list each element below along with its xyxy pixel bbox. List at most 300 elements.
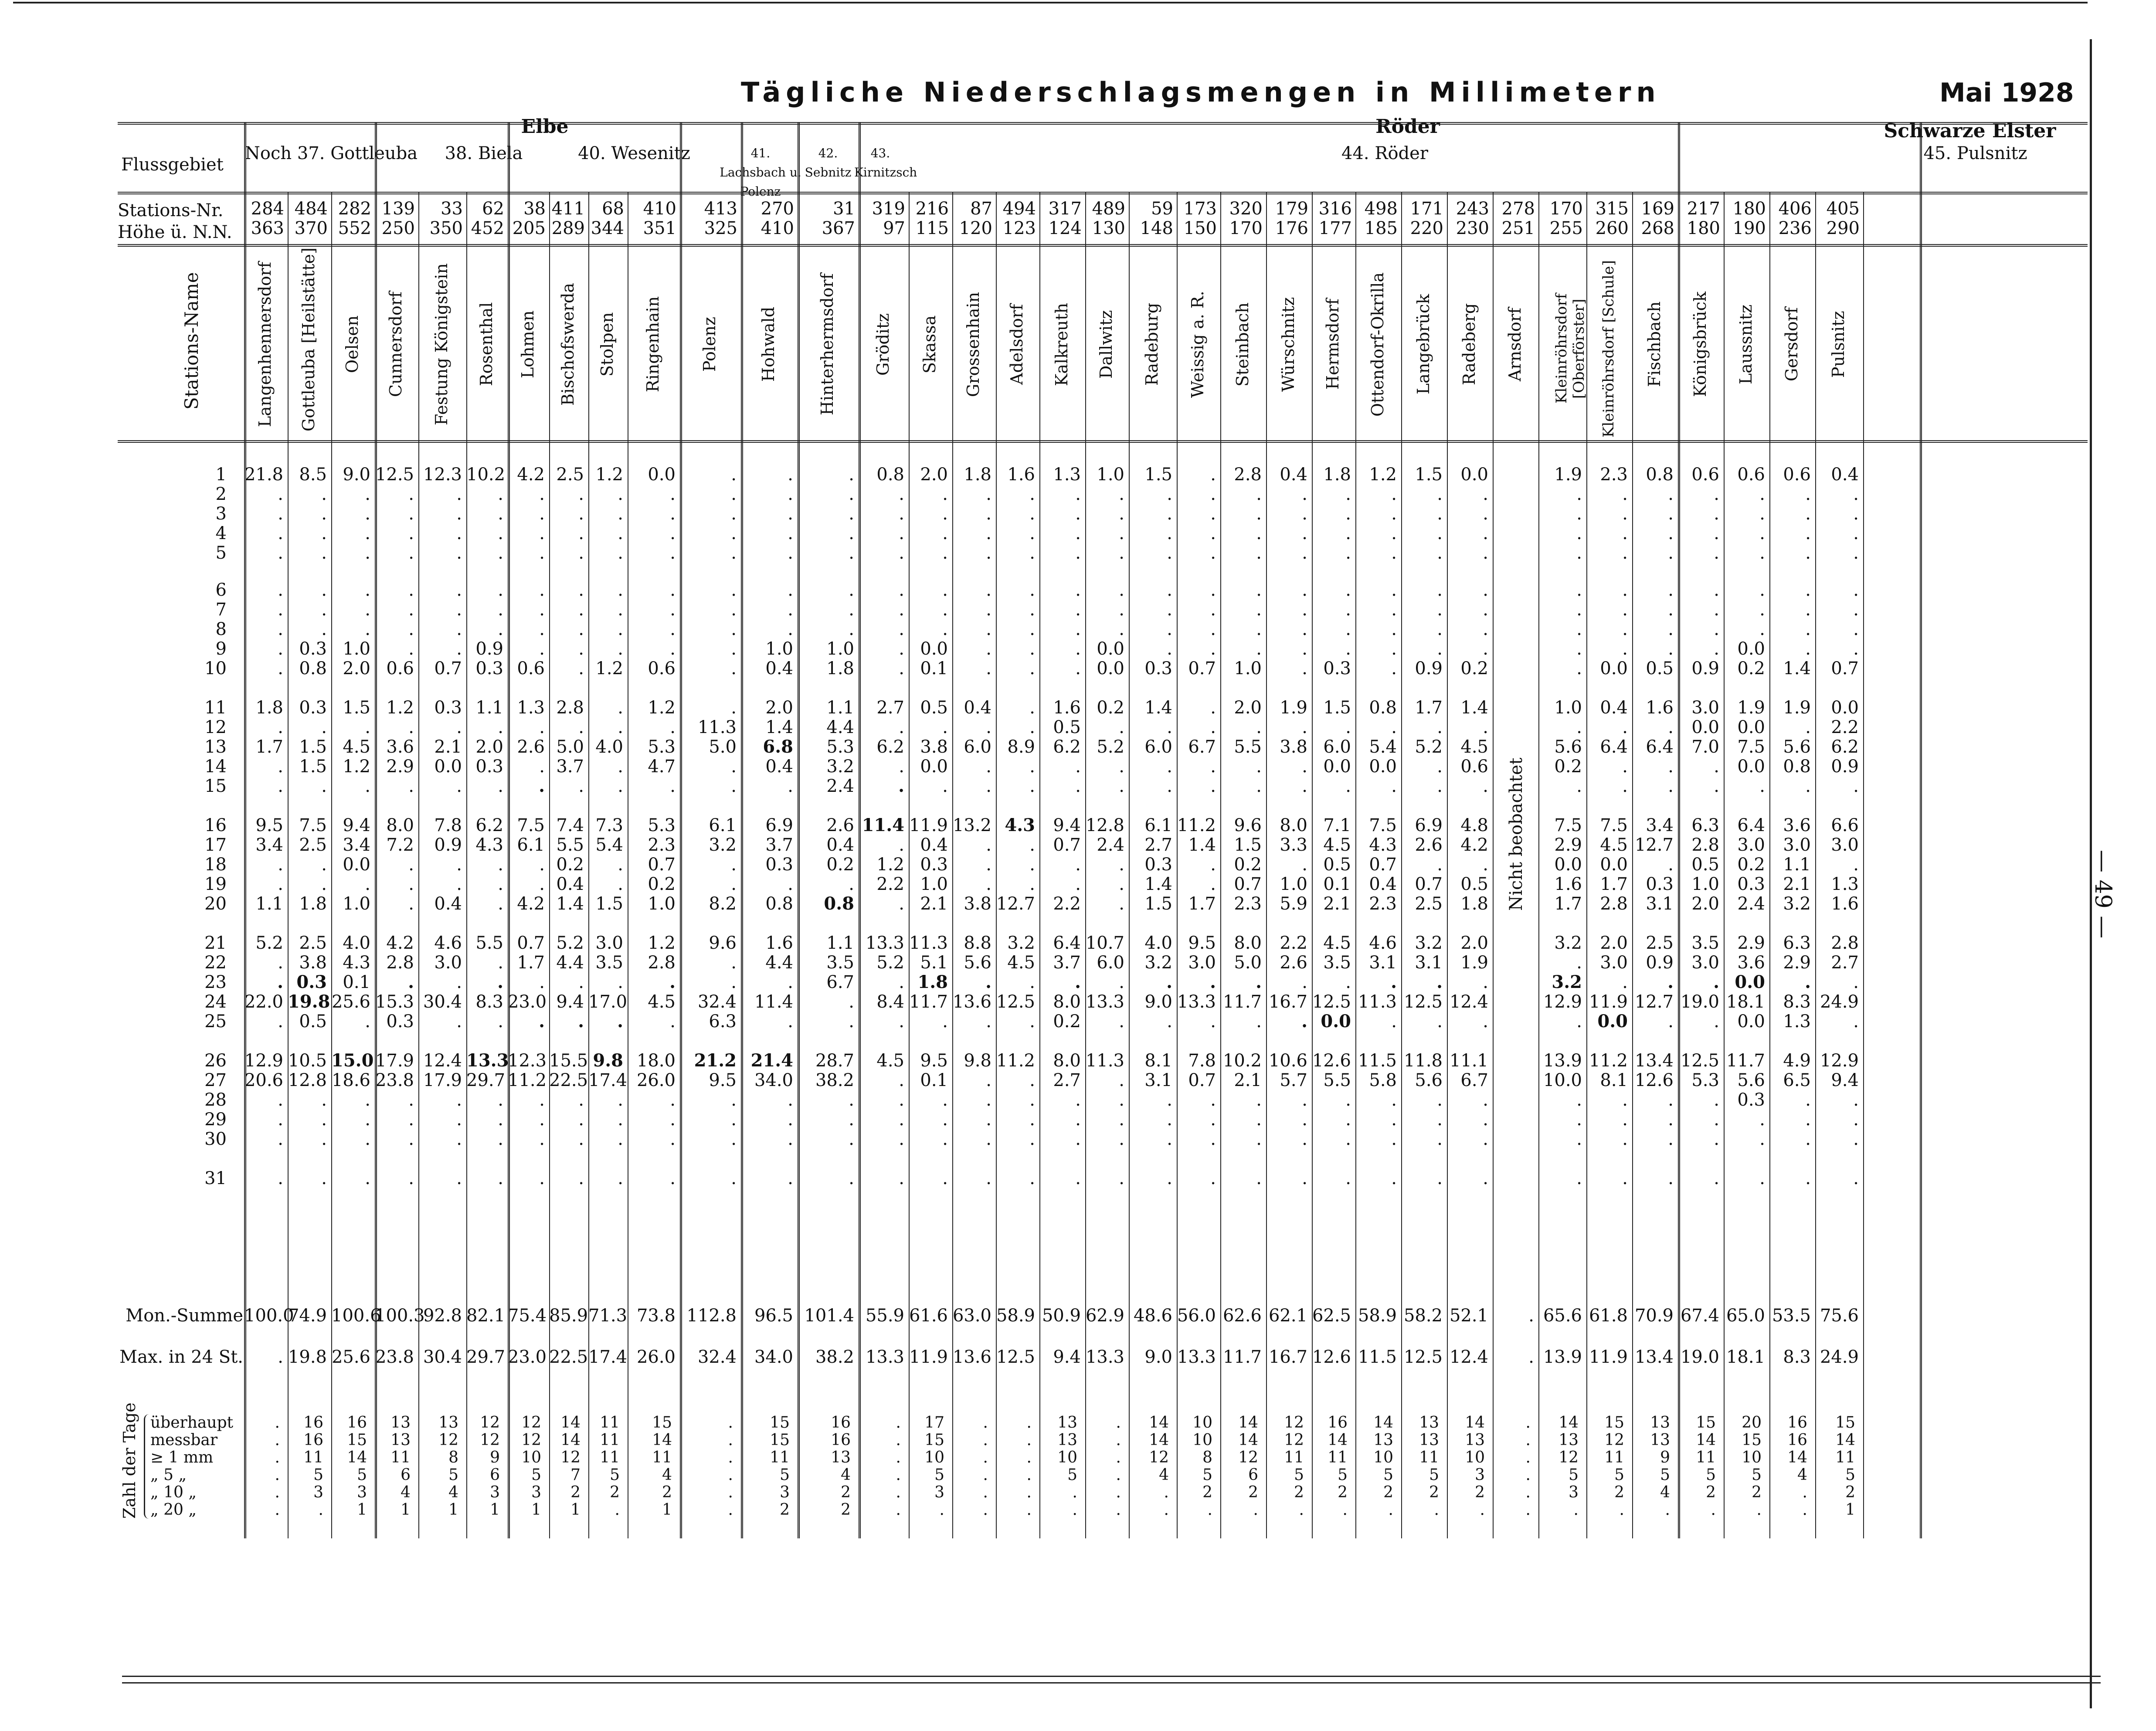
day-number: 31 [204,1168,227,1188]
daily-value: 21.8 [244,465,283,485]
tage-value: . [615,1501,620,1519]
daily-value: . [1391,972,1397,992]
daily-value: 1.7 [1600,874,1628,894]
daily-value: 3.5 [1691,933,1719,953]
daily-value: . [1853,580,1859,600]
page-number: — 49 — [2090,850,2116,939]
daily-value: 1.0 [1691,874,1719,894]
tage-value: 5 [357,1466,367,1484]
station-name: Hermsdorf [1323,299,1342,390]
daily-value: . [1256,484,1262,504]
daily-value: 3.2 [1144,953,1172,973]
mon-summe-value: 61.6 [909,1306,948,1326]
daily-value: 0.4 [1280,465,1307,485]
daily-value: 2.5 [1646,933,1674,953]
daily-value: 5.8 [1369,1070,1397,1090]
daily-value: . [670,580,676,600]
daily-value: . [578,1090,584,1110]
daily-value: . [1437,523,1443,543]
daily-value: . [1029,757,1035,777]
tage-value: . [939,1501,944,1519]
station-nr: 484 [294,199,328,219]
daily-value: 0.5 [1691,855,1719,875]
bottom-border [122,1676,2101,1677]
daily-value: . [1437,757,1443,777]
daily-value: . [1210,776,1216,796]
daily-value: 2.0 [920,465,948,485]
daily-value: . [1391,1090,1397,1110]
tage-value: 14 [1238,1431,1258,1449]
daily-value: . [1029,855,1035,875]
daily-value: . [1805,972,1811,992]
mon-summe-value: 112.8 [686,1306,737,1326]
station-nr: 413 [704,199,737,219]
daily-value: . [1391,600,1397,620]
daily-value: . [731,465,737,485]
daily-value: 0.9 [1415,658,1443,679]
daily-value: 1.6 [1007,465,1035,485]
daily-value: . [1483,776,1488,796]
station-name: Langebrück [1413,294,1433,395]
daily-value: . [365,717,370,737]
tage-value: 16 [303,1431,323,1449]
daily-value: . [1210,484,1216,504]
tage-value: . [1253,1501,1258,1519]
station-nr: 173 [1183,199,1217,219]
tage-value: 5 [610,1466,620,1484]
daily-value: . [670,1011,676,1032]
daily-value: 4.0 [343,933,370,953]
daily-value: 8.5 [299,465,327,485]
daily-value: . [365,600,370,620]
max24-value: 16.7 [1268,1347,1307,1367]
daily-value: 12.5 [996,992,1035,1012]
station-name: Laussnitz [1736,304,1755,384]
daily-value: . [788,484,793,504]
daily-value: . [942,1011,948,1032]
daily-value: 12.8 [288,1070,327,1090]
daily-value: . [1759,600,1765,620]
station-hoehe: 97 [883,218,905,238]
daily-value: . [1167,484,1172,504]
daily-value: . [899,717,904,737]
daily-value: 1.2 [1369,465,1397,485]
mon-summe-value: 63.0 [952,1306,991,1326]
daily-value: . [1210,639,1216,659]
station-name: Langenhennersdorf [255,261,275,427]
daily-value: . [456,600,462,620]
day-number: 24 [204,992,227,1012]
daily-value: . [365,1090,370,1110]
daily-value: . [278,639,283,659]
daily-value: . [1302,1090,1307,1110]
tage-value: . [1207,1501,1212,1519]
daily-value: . [942,1168,948,1188]
daily-value: 4.4 [765,953,793,973]
day-number: 8 [215,619,227,639]
daily-value: 0.9 [434,835,462,855]
station-hoehe: 370 [294,218,328,238]
daily-value: 7.5 [1737,737,1765,757]
daily-value: 1.9 [1783,698,1811,718]
station-hoehe: 180 [1687,218,1720,238]
daily-value: 9.8 [593,1050,623,1071]
daily-value: 3.1 [1369,953,1397,973]
daily-value: . [788,874,793,894]
daily-value: 6.2 [1831,737,1859,757]
daily-value: 11.7 [909,992,948,1012]
tage-value: . [896,1466,901,1484]
station-name: Bischofswerda [558,283,577,406]
daily-value: 0.9 [1691,658,1719,679]
daily-value: 0.5 [1646,658,1674,679]
day-number: 19 [204,874,227,894]
daily-value: 1.2 [876,855,904,875]
daily-value: . [1805,1168,1811,1188]
daily-value: . [1075,600,1081,620]
daily-value: 1.3 [1783,1011,1811,1032]
tage-value: 15 [1835,1414,1855,1432]
tage-value: 4 [1159,1466,1169,1484]
daily-value: 2.7 [1831,953,1859,973]
tage-value: 14 [1558,1414,1579,1432]
daily-value: . [578,1011,584,1032]
day-number: 14 [204,757,227,777]
tage-value: 10 [1465,1449,1485,1466]
daily-value: . [1302,600,1307,620]
daily-value: 0.9 [475,639,503,659]
tage-value: 14 [652,1431,672,1449]
daily-value: 5.2 [1415,737,1443,757]
tage-value: 3 [357,1483,367,1501]
daily-value: . [578,658,584,679]
nicht-beobachtet: Nicht beobachtet [1506,757,1526,911]
daily-value: 4.5 [1007,953,1035,973]
daily-value: . [985,972,991,992]
daily-value: . [278,543,283,563]
daily-value: 0.0 [1737,639,1765,659]
daily-value: 0.5 [299,1011,327,1032]
daily-value: 1.8 [826,658,854,679]
tage-value: 13 [1373,1431,1393,1449]
mon-summe-value: 48.6 [1133,1306,1172,1326]
daily-value: . [986,619,991,639]
station-hoehe: 367 [822,218,855,238]
daily-value: . [1119,600,1124,620]
station-hoehe: 325 [704,218,737,238]
daily-value: . [1119,972,1124,992]
daily-value: . [1437,619,1443,639]
header-rule [118,192,2088,194]
daily-value: . [1805,619,1811,639]
daily-value: . [618,698,623,718]
daily-value: 2.1 [434,737,462,757]
daily-value: 4.7 [648,757,676,777]
daily-value: . [1167,523,1172,543]
daily-value: 1.9 [1554,465,1582,485]
daily-value: 5.0 [1234,953,1262,973]
daily-value: . [788,600,793,620]
station-hoehe: 260 [1595,218,1629,238]
day-number: 9 [215,639,227,659]
daily-value: 1.7 [1554,894,1582,914]
daily-value: . [1256,757,1262,777]
daily-value: . [1029,543,1035,563]
daily-value: . [618,484,623,504]
daily-value: . [1075,580,1081,600]
daily-value: . [899,619,904,639]
daily-value: 25.6 [331,992,370,1012]
tage-value: 3 [934,1483,944,1501]
daily-value: . [539,523,545,543]
daily-value: 6.5 [1783,1070,1811,1090]
daily-value: 2.6 [1415,835,1443,855]
daily-value: 3.3 [1280,835,1307,855]
daily-value: . [942,484,948,504]
station-hoehe: 170 [1229,218,1263,238]
daily-value: 0.4 [765,757,793,777]
tage-value: 2 [1475,1483,1485,1501]
daily-value: 12.3 [508,1051,547,1071]
day-number: 2 [215,484,227,504]
daily-value: . [1256,776,1262,796]
daily-value: . [1668,757,1674,777]
daily-value: . [986,1090,991,1110]
daily-value: . [986,543,991,563]
daily-value: . [1391,1011,1397,1032]
station-nr: 282 [338,199,371,219]
tage-value: . [318,1501,323,1519]
daily-value: . [1576,1168,1582,1188]
daily-value: 5.2 [255,933,283,953]
mon-summe-value: 82.1 [466,1306,506,1326]
daily-value: 2.0 [765,698,793,718]
station-nr: 62 [482,199,504,219]
daily-value: . [456,523,462,543]
group-lachsbach: 41. Lachsbach u. Polenz [720,146,801,199]
tage-value: 12 [1558,1449,1579,1466]
daily-value: 6.0 [1323,737,1351,757]
daily-value: 3.2 [1415,933,1443,953]
station-name: Ottendorf-Okrilla [1368,272,1387,417]
daily-value: . [899,658,904,679]
daily-value: . [1437,1168,1443,1188]
max24-value: 11.9 [909,1347,948,1367]
daily-value: . [1119,504,1124,524]
daily-value: . [1576,639,1582,659]
daily-value: 3.0 [1783,835,1811,855]
daily-value: 10.5 [288,1051,327,1071]
daily-value: 3.0 [1600,953,1628,973]
daily-value: . [1576,523,1582,543]
daily-value: 7.1 [1323,815,1351,835]
daily-value: 0.0 [1737,757,1765,777]
daily-value: . [498,1090,503,1110]
daily-value: . [456,1011,462,1032]
group-kirnitzsch: 43. Kirnitzsch [854,146,917,180]
daily-value: . [788,523,793,543]
max24-value: . [1528,1347,1534,1367]
daily-value: . [1302,484,1307,504]
daily-value: . [321,1090,327,1110]
daily-value: 9.6 [709,933,737,953]
daily-value: 0.3 [475,757,503,777]
tage-value: 5 [531,1466,541,1484]
daily-value: . [365,1168,370,1188]
tage-value: 11 [1696,1449,1716,1466]
station-hoehe: 251 [1501,218,1535,238]
daily-value: 0.6 [1783,465,1811,485]
max24-value: 26.0 [636,1347,676,1367]
daily-value: . [1210,619,1216,639]
tage-value: . [1525,1466,1531,1484]
daily-value: 12.6 [1634,1070,1674,1090]
daily-value: . [278,1011,283,1032]
daily-value: 1.5 [1234,835,1262,855]
daily-value: . [1576,1129,1582,1149]
tage-value: . [1026,1483,1032,1501]
daily-value: . [578,972,584,992]
daily-value: 13.6 [952,992,991,1012]
daily-value: 4.9 [1783,1051,1811,1071]
tage-value: 2 [1294,1483,1304,1501]
daily-value: 18.0 [636,1051,676,1071]
daily-value: . [321,717,327,737]
mon-summe-value: 52.1 [1449,1306,1488,1326]
daily-value: 2.2 [876,874,904,894]
station-nr: 317 [1048,199,1082,219]
daily-value: . [788,1110,793,1130]
station-name: Gottleuba [Heilstätte] [299,248,318,431]
daily-value: . [1622,619,1628,639]
daily-value: 3.5 [595,953,623,973]
daily-value: . [321,874,327,894]
daily-value: 5.5 [556,835,584,855]
daily-value: 2.2 [1831,717,1859,737]
tage-value: 3 [1475,1466,1485,1484]
station-name: Würschnitz [1278,297,1298,392]
zahl-der-tage-label: Zahl der Tage [120,1402,139,1519]
station-hoehe: 290 [1826,218,1860,238]
tage-value: 17 [924,1414,944,1432]
daily-value: 0.6 [1691,465,1719,485]
daily-value: . [1119,855,1124,875]
daily-value: 8.4 [876,992,904,1012]
station-nr: 33 [441,199,463,219]
daily-value: 1.0 [343,894,370,914]
day-number: 28 [204,1090,227,1110]
daily-value: . [408,600,414,620]
daily-value: 0.2 [556,855,584,875]
tage-value: 10 [1057,1449,1077,1466]
daily-value: 6.3 [1691,815,1719,835]
daily-value: 20.6 [244,1070,283,1090]
daily-value: . [1302,972,1307,992]
max24-value: 11.9 [1589,1347,1628,1367]
station-hoehe: 452 [471,218,504,238]
daily-value: . [986,776,991,796]
station-hoehe: 350 [429,218,463,238]
daily-value: . [1714,639,1719,659]
daily-value: . [1853,776,1859,796]
daily-value: 4.2 [1460,835,1488,855]
daily-value: . [408,1090,414,1110]
station-name: Kleinröhrsdorf [Oberförster] [1553,293,1588,404]
daily-value: . [1345,523,1351,543]
daily-value: . [408,855,414,875]
daily-value: . [539,776,545,796]
daily-value: 0.0 [920,639,948,659]
station-hoehe: 363 [251,218,284,238]
tage-value: . [983,1466,988,1484]
max24-value: 12.6 [1312,1347,1351,1367]
tage-value: . [1711,1501,1716,1519]
daily-value: 0.3 [1323,658,1351,679]
daily-value: . [1210,580,1216,600]
daily-value: . [498,504,503,524]
daily-value: . [899,972,904,992]
daily-value: 6.4 [1053,933,1081,953]
daily-value: 17.4 [588,1070,628,1090]
daily-value: . [618,1110,623,1130]
tage-value: 13 [831,1449,851,1466]
mon-summe-value: . [1528,1306,1534,1326]
daily-value: . [788,1168,793,1188]
daily-value: . [1437,504,1443,524]
max24-value: 38.2 [815,1347,854,1367]
daily-value: . [539,1129,545,1149]
daily-value: . [1167,776,1172,796]
tage-value: 14 [1465,1414,1485,1432]
tage-value: 5 [934,1466,944,1484]
daily-value: . [1075,1129,1081,1149]
mon-summe-value: 100.6 [331,1306,381,1326]
daily-value: 0.0 [1735,972,1765,992]
tage-value: 11 [600,1449,620,1466]
daily-value: . [899,1129,904,1149]
daily-value: 6.1 [1144,815,1172,835]
daily-value: . [1167,1129,1172,1149]
daily-value: 5.0 [556,737,584,757]
daily-value: 0.0 [1831,698,1859,718]
daily-value: . [670,543,676,563]
daily-value: 0.1 [1323,874,1351,894]
tage-value: 3 [313,1483,323,1501]
daily-value: . [670,1090,676,1110]
daily-value: 1.7 [1188,894,1216,914]
daily-value: . [1853,619,1859,639]
daily-value: . [1668,580,1674,600]
daily-value: . [731,855,737,875]
daily-value: . [1029,639,1035,659]
mon-summe-value: 75.4 [508,1306,547,1326]
daily-value: . [1805,1090,1811,1110]
tage-value: 14 [560,1414,581,1432]
daily-value: . [408,776,414,796]
tage-value: 16 [1787,1431,1807,1449]
max24-value: 29.7 [466,1347,506,1367]
daily-value: . [849,1129,854,1149]
daily-value: . [1437,776,1443,796]
daily-value: . [1029,717,1035,737]
daily-value: 1.3 [517,698,545,718]
daily-value: 13.3 [1085,992,1124,1012]
daily-value: 1.9 [1280,698,1307,718]
daily-value: 1.6 [1554,874,1582,894]
tage-value: 14 [1835,1431,1855,1449]
day-number: 23 [204,972,227,992]
day-number: 15 [204,776,227,796]
